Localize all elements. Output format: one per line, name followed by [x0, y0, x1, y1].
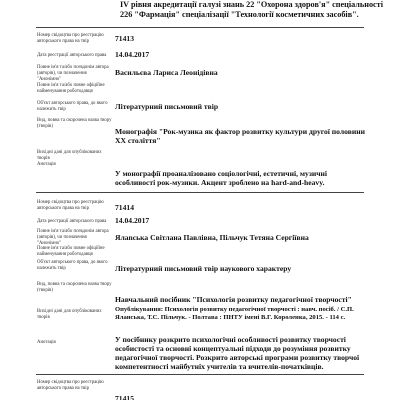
cert-number-value: 71415 — [115, 394, 134, 400]
object-value: Літературний письмовий твір наукового характеру — [115, 264, 292, 273]
author-value: Ялanська Світлана Павлівна, Пільчук Тетяна Сергіївна — [115, 233, 309, 242]
work-type-label: Вид, повна та скорочена назва твору (творів) — [37, 118, 112, 129]
author-label: Повне ім'я та/або псевдонім автора (авторів), чи позначення "Анонімно" — [37, 229, 109, 246]
object-label: Об'єкт авторського права, до якого належить твір — [37, 260, 108, 271]
record-separator — [36, 192, 364, 193]
cert-number-label: Номер свідоцтва про реєстрацію авторського права на твір — [37, 380, 104, 391]
owner-label: Повне ім'я та/або повне офіційне найменування роботодавця — [37, 246, 105, 257]
annotation-label: Анотація — [37, 162, 56, 167]
work-title-value: Навчальний посібник "Психологія розвитку педагогічної творчості" — [115, 295, 352, 304]
cert-number-label: Номер свідоцтва про реєстрацію авторського права на твір — [37, 200, 104, 211]
cert-number-label: Номер свідоцтва про реєстрацію авторського права на твір — [37, 33, 104, 44]
annotation-value: У посібнику розкрито психологічні особливості розвитку творчості особистості та основні концептуальні підходи до розуміння розвитку педагогічної творчості. Розкрито авторські програми розвитку творчої компетентності майбутніх учителів та вчителів-початківців. — [115, 335, 360, 371]
author-value: Васильєва Лариса Леонідівна — [115, 68, 218, 77]
reg-date-value: 14.04.2017 — [115, 216, 150, 225]
publication-label: Вихідні дані для опублікованих творів — [37, 150, 102, 161]
cert-number-value: 71414 — [115, 203, 134, 212]
annotation-value: У монографії проаналізовано соціологічні, естетичні, музичні особливості рок-музики. Акцент зроблено на hard-and-heavy. — [115, 169, 328, 187]
reg-date-label: Дата реєстрації авторського права — [37, 53, 107, 58]
record-separator — [36, 27, 364, 28]
annotation-label: Анотація — [37, 340, 56, 345]
publication-label: Вихідні дані для опублікованих творів — [37, 309, 102, 320]
author-label: Повне ім'я та/або псевдонім автора (авторів), чи позначення "Анонімно" — [37, 65, 109, 82]
cert-number-value: 71413 — [115, 34, 134, 43]
owner-label: Повне ім'я та/або повне офіційне найменування роботодавця — [37, 83, 105, 94]
header-text: IV рівня акредитації галузі знань 22 "Охорона здоров'я" спеціальності 226 "Фармація" спеціалізації "Технології косметичних засобів". — [120, 0, 383, 19]
object-value: Літературний письмовий твір — [115, 102, 219, 111]
work-type-label: Вид, повна та скорочена назва твору (творів) — [37, 282, 112, 293]
object-label: Об'єкт авторського права, до якого належить твір — [37, 101, 108, 112]
work-title-value: Монографія "Рок-музика як фактор розвитку культури другої половини XX століття" — [115, 127, 365, 145]
record-separator — [36, 374, 364, 375]
reg-date-value: 14.04.2017 — [115, 50, 150, 59]
publication-value: Опублікування: Психологія розвитку педагогічної творчості : навч. посіб. / С.П. Яланська, Т.С. Пільчук. - Полтава : ПНТУ імені В.Г. Короленка, 2015. - 114 с. — [115, 306, 354, 321]
reg-date-label: Дата реєстрації авторського права — [37, 219, 107, 224]
